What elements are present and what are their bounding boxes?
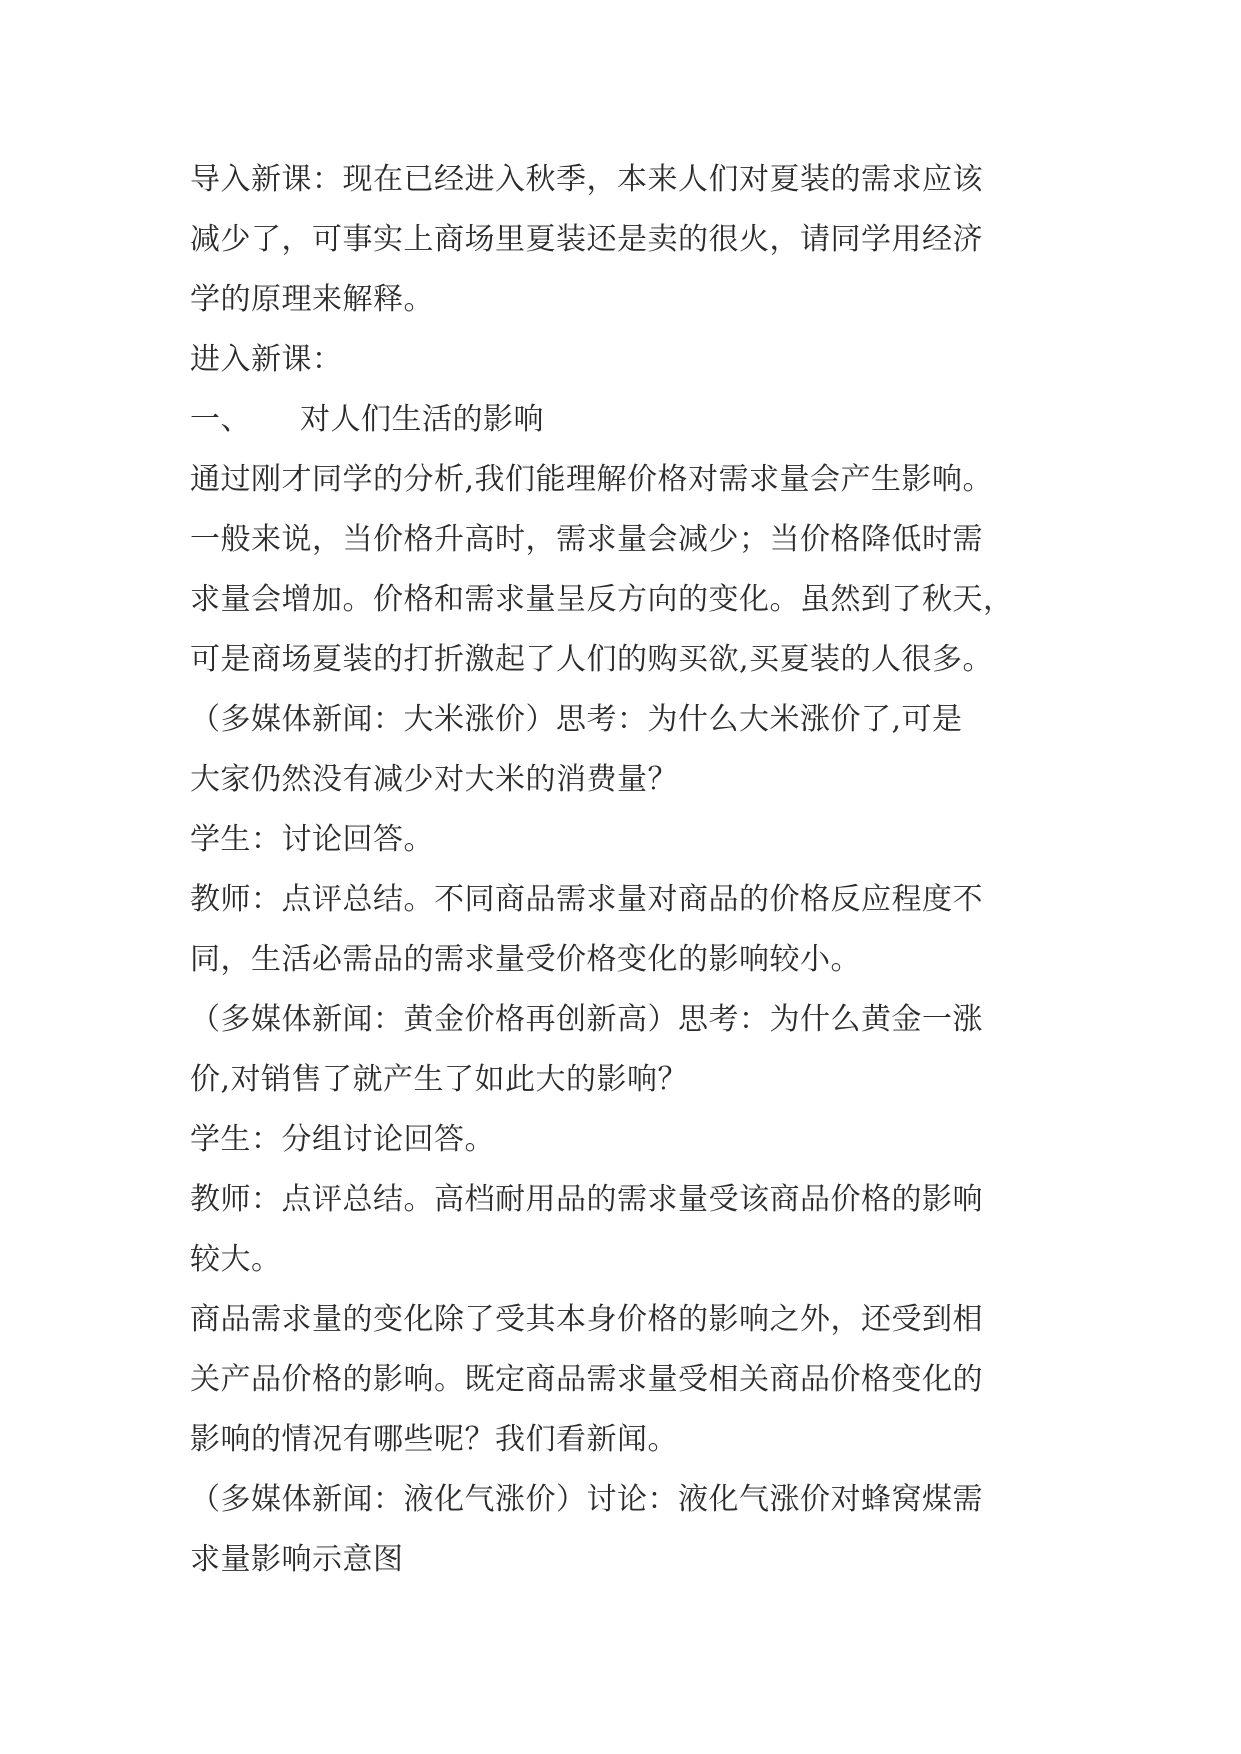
paragraph-line: （多媒体新闻：黄金价格再创新高）思考：为什么黄金一涨: [190, 1002, 983, 1037]
paragraph-line: 求量影响示意图: [190, 1542, 404, 1577]
paragraph-line: 学生：讨论回答。: [190, 822, 434, 857]
paragraph-line: 导入新课：现在已经进入秋季，本来人们对夏装的需求应该: [190, 162, 983, 197]
paragraph-line: 大家仍然没有减少对大米的消费量？: [190, 762, 678, 797]
section-heading: [190, 390, 1050, 450]
paragraph-line: 价,对销售了就产生了如此大的影响？: [190, 1062, 689, 1097]
section-title: 对人们生活的影响: [300, 402, 544, 437]
paragraph-line: （多媒体新闻：大米涨价）思考：为什么大米涨价了,可是: [190, 702, 963, 737]
paragraph-line: 一般来说，当价格升高时，需求量会减少；当价格降低时需: [190, 522, 983, 557]
paragraph-line: 学生：分组讨论回答。: [190, 1122, 495, 1157]
paragraph-line: 商品需求量的变化除了受其本身价格的影响之外，还受到相: [190, 1302, 983, 1337]
paragraph-line: （多媒体新闻：液化气涨价）讨论：液化气涨价对蜂窝煤需: [190, 1482, 983, 1517]
document-page: [190, 150, 1050, 1590]
section-number: 一、: [190, 402, 251, 437]
paragraph-line: 同，生活必需品的需求量受价格变化的影响较小。: [190, 942, 861, 977]
paragraph-line: 较大。: [190, 1242, 282, 1277]
paragraph-line: 可是商场夏装的打折激起了人们的购买欲,买夏装的人很多。: [190, 642, 994, 677]
paragraph-line: 减少了，可事实上商场里夏装还是卖的很火，请同学用经济: [190, 222, 983, 257]
paragraph-line: 影响的情况有哪些呢？我们看新闻。: [190, 1422, 678, 1457]
paragraph-line: 进入新课：: [190, 342, 343, 377]
paragraph-line: 关产品价格的影响。既定商品需求量受相关商品价格变化的: [190, 1362, 983, 1397]
paragraph-line: 学的原理来解释。: [190, 282, 434, 317]
paragraph-line: 通过刚才同学的分析,我们能理解价格对需求量会产生影响。: [190, 462, 994, 497]
paragraph-line: 求量会增加。价格和需求量呈反方向的变化。虽然到了秋天，: [190, 582, 1014, 617]
paragraph-line: 教师：点评总结。不同商品需求量对商品的价格反应程度不: [190, 882, 983, 917]
paragraph-line: 教师：点评总结。高档耐用品的需求量受该商品价格的影响: [190, 1182, 983, 1217]
